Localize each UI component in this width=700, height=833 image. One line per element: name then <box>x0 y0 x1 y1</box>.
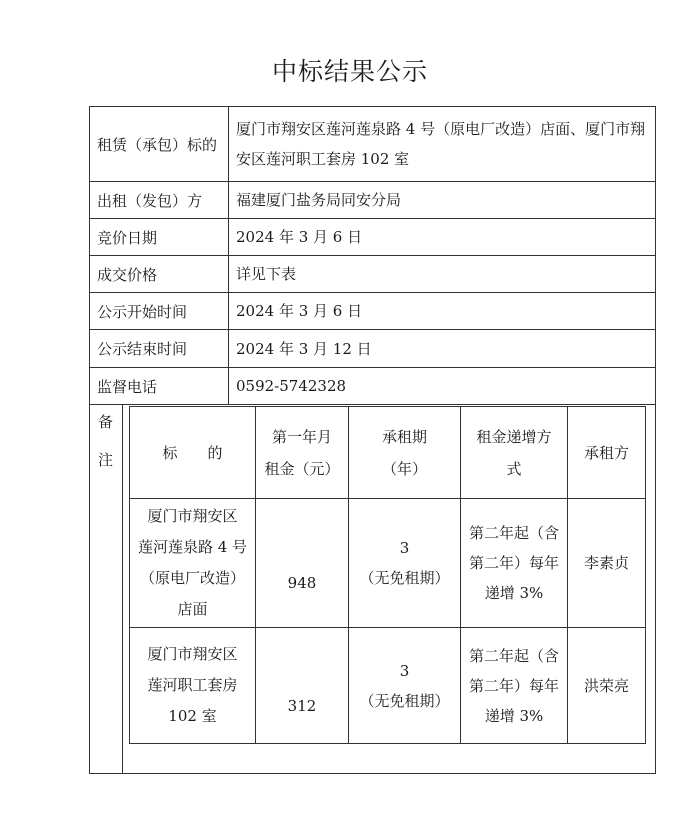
field-label: 成交价格 <box>90 256 229 292</box>
notes-label: 备 <box>98 413 114 431</box>
table-row-2-term: 3 （无免租期） <box>359 661 450 710</box>
field-row-end <box>90 330 655 368</box>
field-value: 详见下表 <box>236 265 297 283</box>
field-value: 2024 年 3 月 12 日 <box>236 339 372 358</box>
field-label: 租赁（承包）标的 <box>90 107 229 181</box>
field-row-price <box>90 256 655 293</box>
field-value: 2024 年 3 月 6 日 <box>236 228 363 246</box>
field-row-start <box>90 293 655 330</box>
table-row-1-term: 3 （无免租期） <box>359 539 450 587</box>
table-row-2-increase: 第二年起（含 第二年）每年 递增 3% <box>468 646 559 725</box>
header-subject: 标 的 <box>162 443 223 462</box>
table-row-1-rent: 948 <box>287 574 317 592</box>
field-row-lessor <box>90 182 655 219</box>
table-row-2-subject: 厦门市翔安区 莲河职工套房 102 室 <box>147 645 238 725</box>
field-row-subject <box>90 107 655 182</box>
field-value: 福建厦门盐务局同安分局 <box>236 191 402 209</box>
notes-label-column <box>90 405 123 773</box>
field-row-bid-date <box>90 219 655 256</box>
table-row-1-tenant: 李素贞 <box>583 554 629 572</box>
notes-label: 注 <box>98 451 114 469</box>
field-value: 0592-5742328 <box>236 377 347 395</box>
header-tenant: 承租方 <box>583 443 629 462</box>
header-term: 承租期 （年） <box>381 427 427 478</box>
field-value: 厦门市翔安区莲河莲泉路 4 号（原电厂改造）店面、厦门市翔安区莲河职工套房 102 室 <box>236 120 646 168</box>
header-rent: 第一年月 租金（元） <box>264 427 340 478</box>
field-label: 出租（发包）方 <box>90 182 229 218</box>
field-label: 监督电话 <box>90 368 229 404</box>
page-title: 中标结果公示 <box>271 57 428 86</box>
field-value: 2024 年 3 月 6 日 <box>236 302 363 320</box>
field-label: 竞价日期 <box>90 219 229 255</box>
results-table <box>129 406 646 744</box>
table-row-1-subject: 厦门市翔安区 莲河莲泉路 4 号 （原电厂改造） 店面 <box>137 507 248 618</box>
table-row-1-increase: 第二年起（含 第二年）每年 递增 3% <box>468 524 559 602</box>
field-row-phone <box>90 368 655 405</box>
field-label: 公示开始时间 <box>90 293 229 329</box>
table-row-2-rent: 312 <box>287 696 317 715</box>
table-row-2-tenant: 洪荣亮 <box>583 676 629 695</box>
field-label: 公示结束时间 <box>90 330 229 367</box>
header-increase: 租金递增方 式 <box>476 427 552 478</box>
